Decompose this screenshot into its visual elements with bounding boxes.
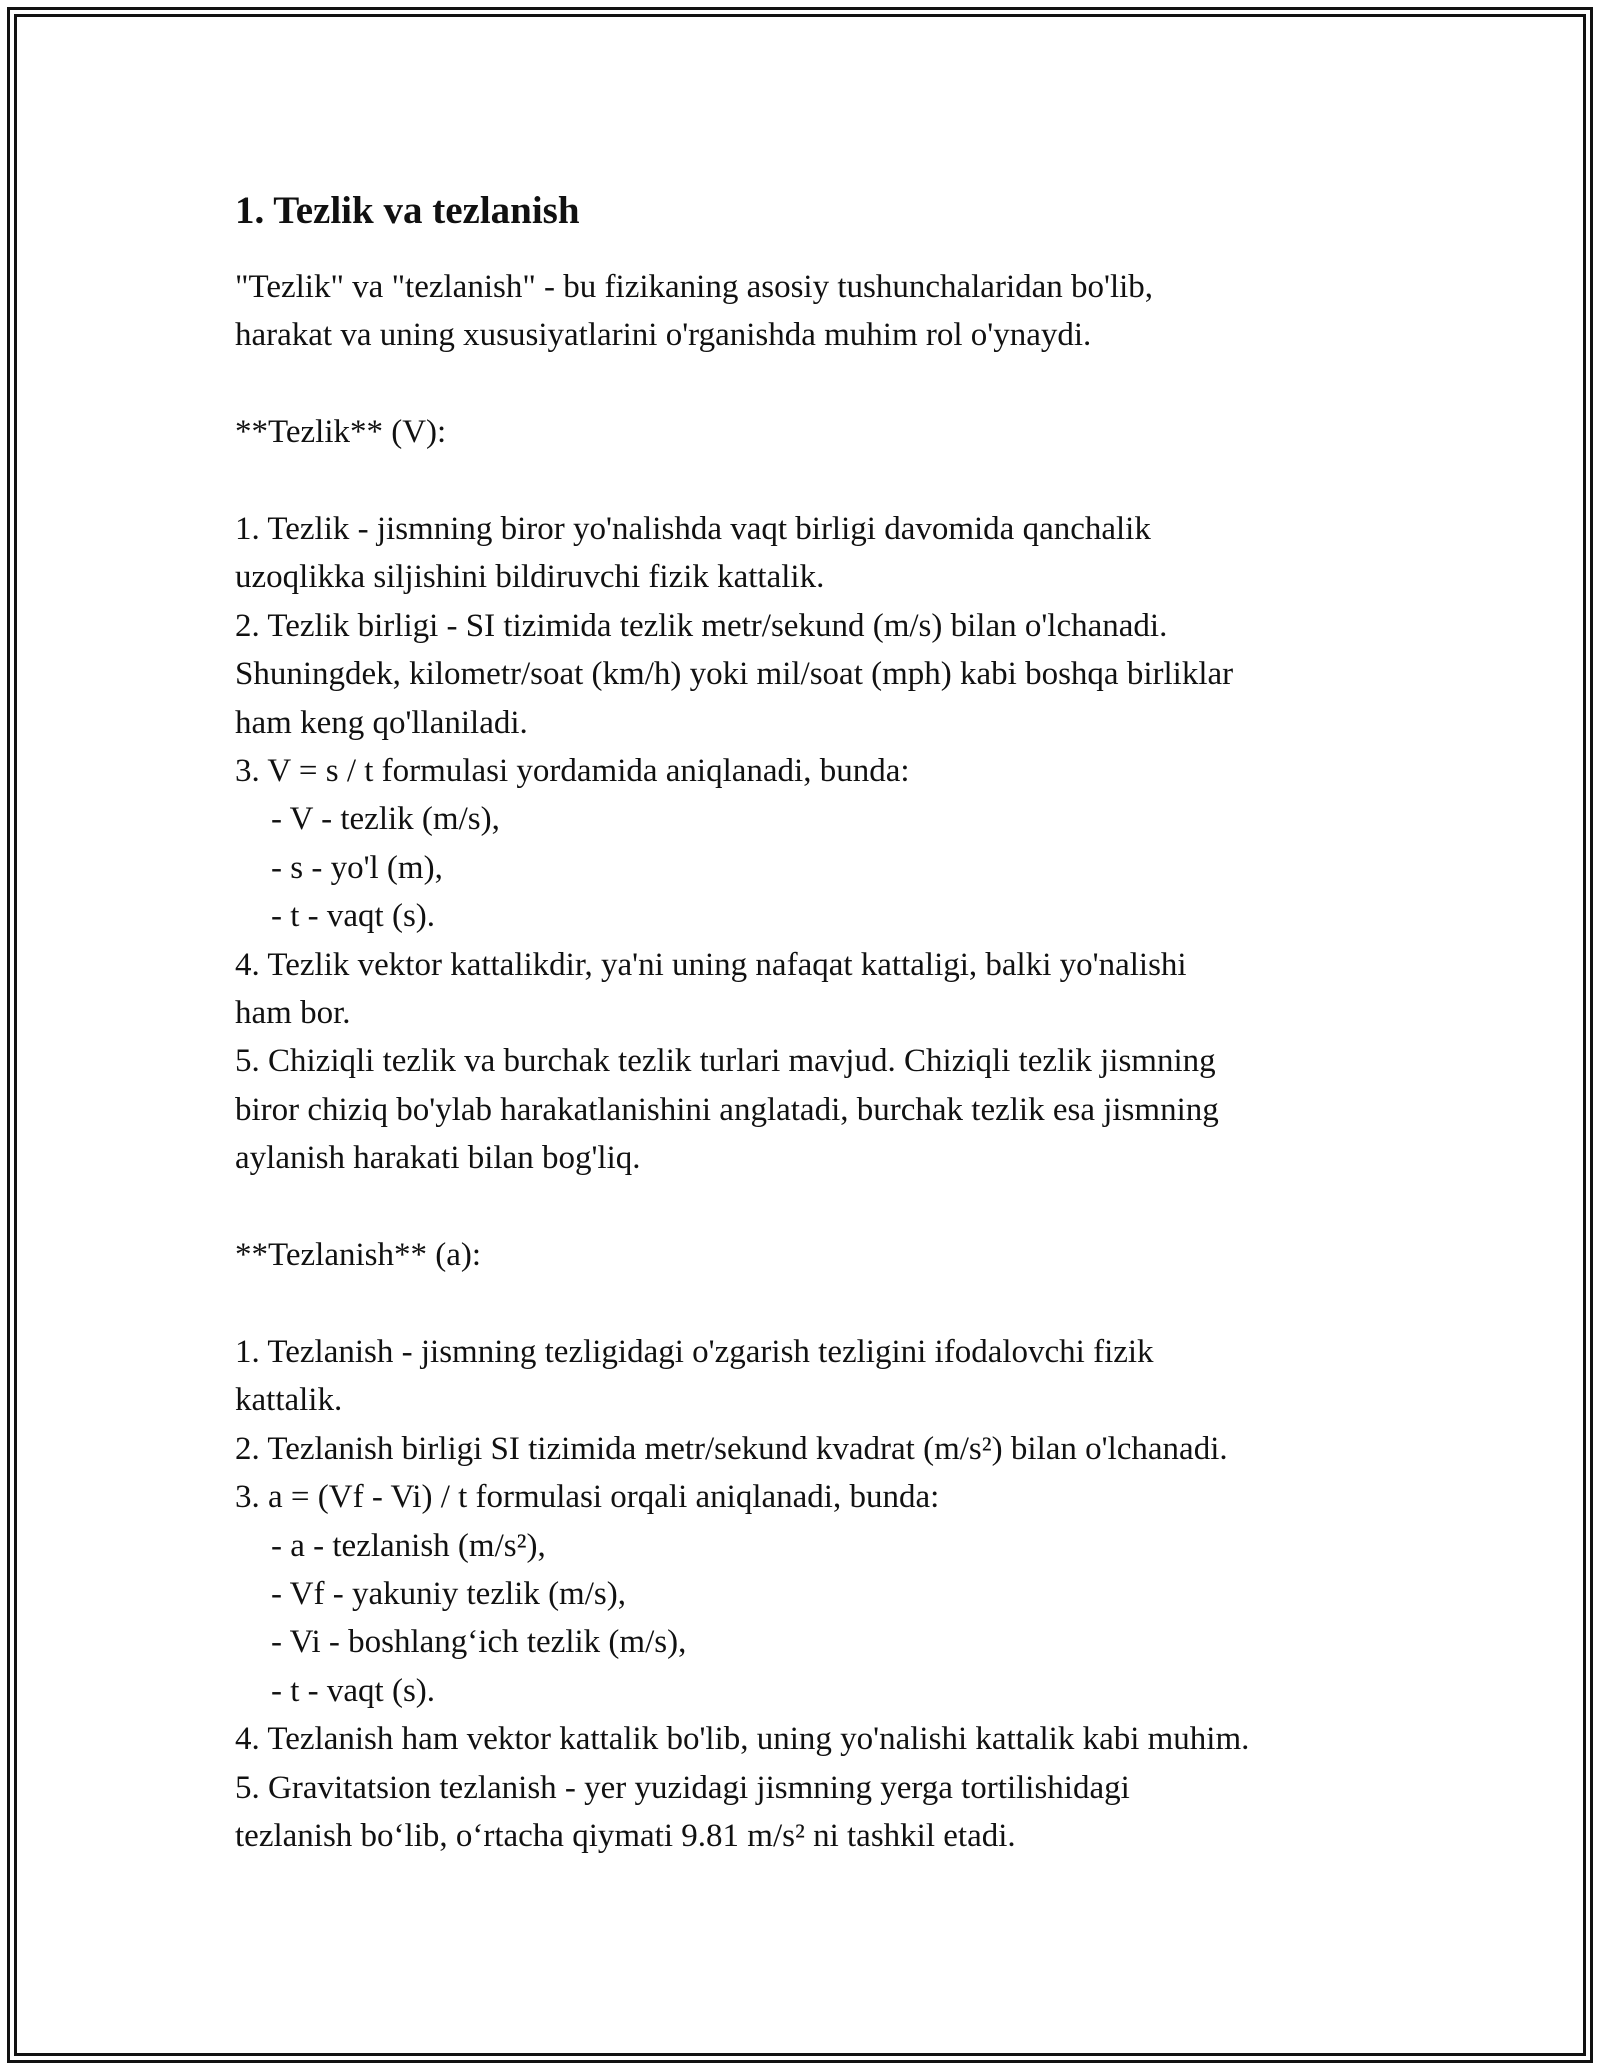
velocity-title: **Tezlik** (V): (235, 414, 447, 451)
velocity-line: 1. Tezlik - jismning biror yo'nalishda vaqt birligi davomida qanchalik (235, 511, 1151, 547)
acceleration-line: 1. Tezlanish - jismning tezligidagi o'zgarish tezligini ifodalovchi fizik (235, 1333, 1154, 1370)
velocity-formula-term: - V - tezlik (m/s), (271, 801, 500, 838)
acceleration-line: 5. Gravitatsion tezlanish - yer yuzidagi jismning yerga tortilishidagi (235, 1769, 1130, 1806)
velocity-line: ham keng qo'llaniladi. (235, 704, 528, 741)
paragraph-gap (235, 457, 1415, 505)
section-heading: 1. Tezlik va tezlanish (235, 189, 580, 232)
acceleration-formula-term: - a - tezlanish (m/s²), (271, 1527, 546, 1564)
velocity-line: aylanish harakati bilan bog'liq. (235, 1140, 641, 1177)
velocity-formula-term: - t - vaqt (s). (271, 898, 436, 935)
acceleration-line: 4. Tezlanish ham vektor kattalik bo'lib, uning yo'nalishi kattalik kabi muhim. (235, 1721, 1250, 1758)
velocity-line: uzoqlikka siljishini bildiruvchi fizik kattalik. (235, 559, 825, 596)
acceleration-line: kattalik. (235, 1382, 343, 1419)
velocity-line: 4. Tezlik vektor kattalikdir, ya'ni uning nafaqat kattaligi, balki yo'nalishi (235, 946, 1187, 983)
velocity-line: 5. Chiziqli tezlik va burchak tezlik turlari mavjud. Chiziqli tezlik jismning (235, 1043, 1216, 1080)
acceleration-formula-term: - Vi - boshlang‘ich tezlik (m/s), (271, 1624, 687, 1661)
velocity-formula-term: - s - yo'l (m), (271, 849, 443, 886)
acceleration-formula-term: - Vf - yakuniy tezlik (m/s), (271, 1575, 626, 1612)
acceleration-title: **Tezlanish** (a): (235, 1237, 482, 1274)
paragraph-gap (235, 1183, 1415, 1231)
acceleration-line: 3. a = (Vf - Vi) / t formulasi orqali aniqlanadi, bunda: (235, 1479, 940, 1516)
velocity-line: ham bor. (235, 995, 351, 1032)
acceleration-formula-term: - t - vaqt (s). (271, 1672, 436, 1709)
intro-line: "Tezlik" va "tezlanish" - bu fizikaning asosiy tushunchalaridan bo'lib, (235, 269, 1154, 305)
document-body (235, 185, 1415, 1860)
velocity-line: 2. Tezlik birligi - SI tizimida tezlik metr/sekund (m/s) bilan o'lchanadi. (235, 607, 1168, 644)
velocity-line: biror chiziq bo'ylab harakatlanishini anglatadi, burchak tezlik esa jismning (235, 1091, 1219, 1128)
acceleration-line: tezlanish bo‘lib, o‘rtacha qiymati 9.81 m/s² ni tashkil etadi. (235, 1817, 1016, 1854)
velocity-line: 3. V = s / t formulasi yordamida aniqlanadi, bunda: (235, 753, 910, 790)
paragraph-gap (235, 360, 1415, 408)
velocity-line: Shuningdek, kilometr/soat (km/h) yoki mil/soat (mph) kabi boshqa birliklar (235, 656, 1234, 693)
acceleration-line: 2. Tezlanish birligi SI tizimida metr/sekund kvadrat (m/s²) bilan o'lchanadi. (235, 1430, 1228, 1467)
paragraph-gap (235, 1279, 1415, 1327)
intro-line: harakat va uning xususiyatlarini o'rganishda muhim rol o'ynaydi. (235, 317, 1092, 354)
